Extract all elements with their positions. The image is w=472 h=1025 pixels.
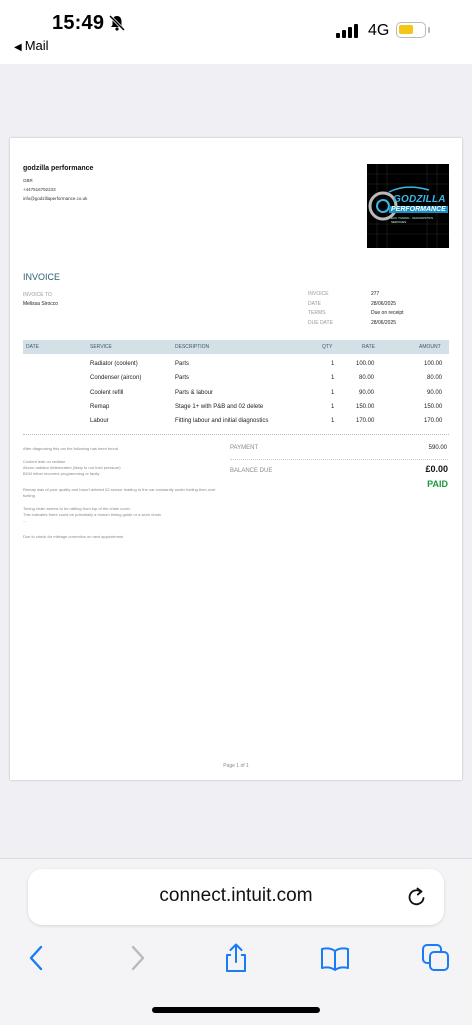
- reload-icon[interactable]: [405, 885, 429, 909]
- company-logo: [367, 164, 449, 248]
- page-number: Page 1 of 1: [223, 763, 249, 769]
- col-qty: QTY: [322, 344, 333, 350]
- company-email: info@godzillaperformance.co.uk: [23, 196, 88, 201]
- status-bar: [0, 0, 472, 64]
- col-amount: AMOUNT: [419, 344, 441, 350]
- url-text: connect.intuit.com: [159, 885, 313, 906]
- row-qty: 1: [331, 361, 335, 367]
- meta-label: DUE DATE: [308, 320, 333, 326]
- row-qty: 1: [331, 418, 335, 424]
- back-app-label: Mail: [24, 38, 49, 53]
- row-amount: 100.00: [424, 361, 443, 367]
- meta-label: INVOICE: [308, 291, 329, 297]
- note-line: After diagnosing this car the following has been found: [23, 446, 118, 451]
- bookmarks-icon[interactable]: [320, 943, 350, 973]
- meta-label: DATE: [308, 301, 321, 307]
- paid-status: PAID: [427, 479, 448, 489]
- tabs-icon[interactable]: [421, 943, 451, 973]
- invoice-to-label: INVOICE TO: [23, 292, 52, 298]
- row-qty: 1: [331, 390, 335, 396]
- row-rate: 90.00: [359, 390, 375, 396]
- balance-due-label: BALANCE DUE: [230, 468, 273, 474]
- row-service: Condenser (aircon): [90, 375, 142, 381]
- logo-tagline: ECU TUNING · DIAGNOSTICS · SERVICES: [391, 216, 435, 224]
- address-bar[interactable]: [28, 869, 444, 925]
- customer-name: Melissa Sirocco: [23, 301, 59, 307]
- logo-subtitle: PERFORMANCE: [391, 206, 446, 213]
- row-rate: 80.00: [359, 375, 375, 381]
- table-header: [23, 340, 449, 354]
- note-line: BCM either incorrect programming or faulty: [23, 471, 100, 476]
- note-line: This indicates there could be potentially a broken timing guide or a worn chain: [23, 512, 161, 517]
- divider: [23, 434, 449, 435]
- back-triangle-icon: ◀: [14, 42, 22, 53]
- row-description: Parts: [175, 375, 190, 381]
- note-line: Timing chain seems to be rattling from top of the chain cover .: [23, 506, 133, 511]
- forward-arrow-icon[interactable]: [122, 943, 152, 973]
- row-description: Fitting labour and initial diagnostics: [175, 418, 269, 424]
- battery-icon: [396, 22, 426, 38]
- col-date: DATE: [26, 344, 39, 350]
- row-rate: 150.00: [356, 404, 375, 410]
- row-service: Coolent refill: [90, 390, 124, 396]
- invoice-due-date: 28/06/2025: [371, 320, 397, 326]
- signal-icon: [336, 24, 362, 38]
- back-to-mail-link[interactable]: [14, 38, 49, 53]
- meta-label: TERMS: [308, 310, 326, 316]
- company-country: GBR: [23, 178, 33, 183]
- row-service: Remap: [90, 404, 110, 410]
- row-rate: 100.00: [356, 361, 375, 367]
- col-service: SERVICE: [90, 344, 112, 350]
- clock: 15:49: [52, 12, 105, 34]
- row-qty: 1: [331, 375, 335, 381]
- invoice-terms: Due on receipt: [371, 310, 404, 316]
- mute-bell-icon: [108, 14, 126, 32]
- note-line: ...: [23, 518, 27, 523]
- invoice-number: 277: [371, 291, 380, 297]
- browser-bottom-bar: [0, 858, 472, 1025]
- row-amount: 90.00: [427, 390, 443, 396]
- row-amount: 150.00: [424, 404, 443, 410]
- home-indicator: [152, 1007, 320, 1013]
- network-type: 4G: [368, 22, 390, 39]
- row-amount: 80.00: [427, 375, 443, 381]
- note-line: Coolent leak on radiator: [23, 459, 66, 464]
- col-description: DESCRIPTION: [175, 344, 210, 350]
- row-service: Radiator (coolent): [90, 361, 138, 367]
- payment-label: PAYMENT: [230, 445, 259, 451]
- share-icon[interactable]: [221, 943, 251, 973]
- row-description: Parts & labour: [175, 390, 214, 396]
- payment-value: 590.00: [428, 445, 447, 451]
- row-description: Stage 1+ with P&B and 02 delete: [175, 404, 264, 410]
- col-rate: RATE: [362, 344, 375, 350]
- invoice-document: [10, 138, 462, 780]
- row-description: Parts: [175, 361, 190, 367]
- payment-divider: [230, 459, 448, 460]
- company-phone: +447516792233: [23, 187, 56, 192]
- balance-due-value: £0.00: [425, 464, 448, 474]
- row-qty: 1: [331, 404, 335, 410]
- company-name: godzilla performance: [23, 165, 94, 172]
- row-amount: 170.00: [424, 418, 443, 424]
- back-arrow-icon[interactable]: [22, 943, 52, 973]
- row-rate: 170.00: [356, 418, 375, 424]
- row-service: Labour: [90, 418, 109, 424]
- logo-title: GODZILLA: [393, 194, 446, 205]
- note-line: Due to check for mileage correction on next appointment: [23, 534, 124, 539]
- invoice-title: INVOICE: [23, 272, 61, 282]
- note-line: Aircon radiator deteriorated (likely to not hold pressure): [23, 465, 121, 470]
- note-line: Remap was of poor quality and hasn't deleted 02 sensor leading to the car constantly under fueling then over fueling: [23, 487, 216, 498]
- invoice-date: 28/06/2025: [371, 301, 397, 307]
